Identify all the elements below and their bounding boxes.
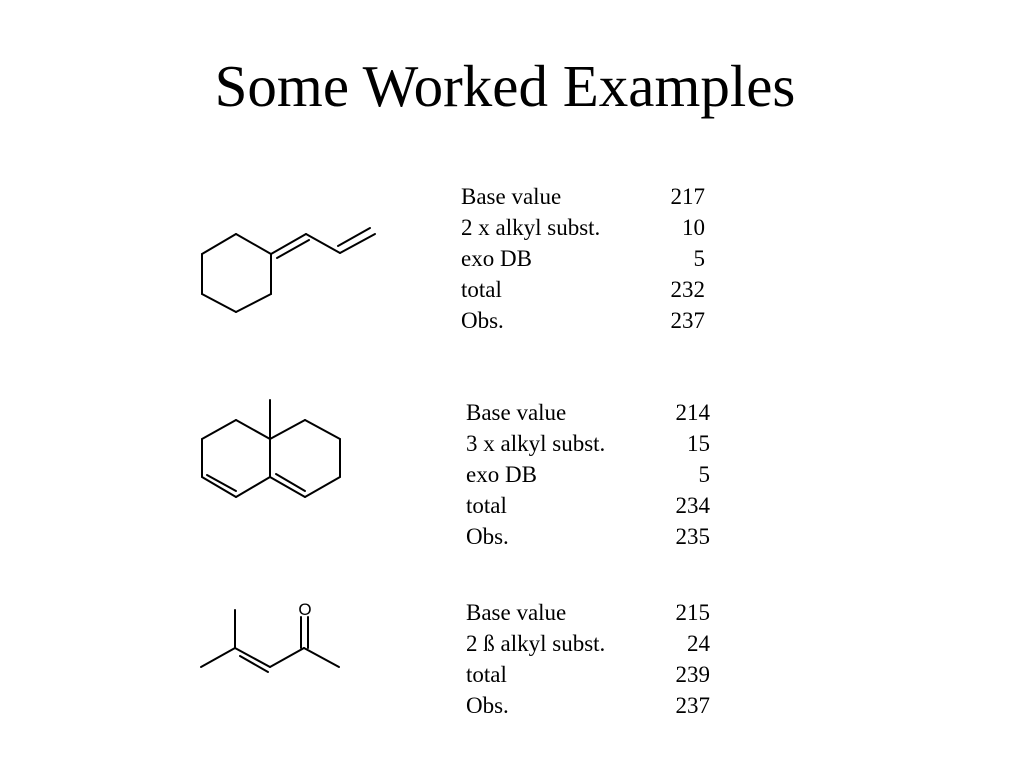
calc-label: 2 ß alkyl subst.: [466, 631, 606, 656]
calc-value: 5: [693, 246, 705, 271]
calc-value: 214: [675, 400, 710, 425]
calc-value: 239: [675, 662, 710, 687]
calc-value: 15: [687, 431, 710, 456]
calc-label: total: [461, 277, 502, 302]
calc-label: Obs.: [466, 524, 509, 549]
calc-label: 2 x alkyl subst.: [461, 215, 601, 240]
calc-value: 5: [698, 462, 710, 487]
calc-row: [466, 659, 710, 690]
slide-title: Some Worked Examples: [214, 53, 796, 119]
calc-label: total: [466, 662, 507, 687]
calc-label: Base value: [466, 600, 567, 625]
calc-label: Obs.: [461, 308, 504, 333]
calc-value: 232: [670, 277, 705, 302]
calc-value: 235: [675, 524, 710, 549]
calc-value: 24: [687, 631, 710, 656]
calc-label: total: [466, 493, 507, 518]
oxygen-atom-label: O: [298, 600, 312, 619]
calc-label: 3 x alkyl subst.: [466, 431, 606, 456]
calculation-table-3: [466, 597, 710, 721]
calc-label: Base value: [466, 400, 567, 425]
calc-row: [466, 690, 710, 721]
calc-row: [466, 628, 710, 659]
calc-value: 10: [682, 215, 705, 240]
calc-row: [466, 597, 710, 628]
calc-value: 234: [675, 493, 710, 518]
calc-label: Base value: [461, 184, 562, 209]
calc-label: exo DB: [466, 462, 537, 487]
calc-label: exo DB: [461, 246, 532, 271]
calc-value: 237: [675, 693, 710, 718]
calc-value: 215: [675, 600, 710, 625]
calc-value: 237: [670, 308, 705, 333]
calc-label: Obs.: [466, 693, 509, 718]
calc-value: 217: [670, 184, 705, 209]
